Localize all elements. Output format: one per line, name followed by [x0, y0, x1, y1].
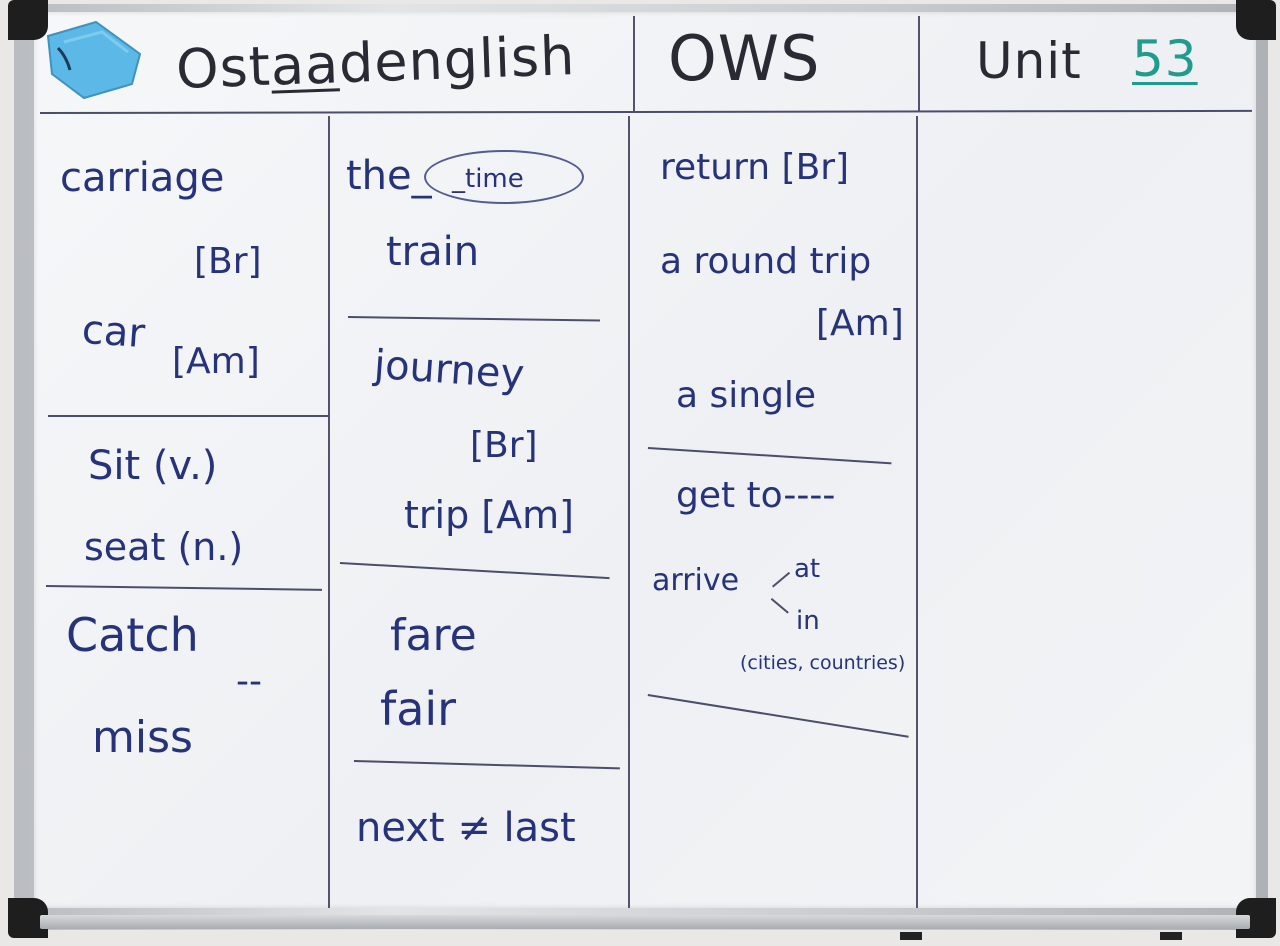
- brand-title-end: denglish: [337, 24, 577, 96]
- word-carriage: carriage: [60, 155, 225, 201]
- unit-number: 53: [1132, 30, 1198, 88]
- ows-title: OWS: [668, 22, 821, 95]
- word-at: at: [794, 554, 821, 584]
- frame-corner-top-left: [8, 0, 48, 40]
- word-the: the_: [346, 153, 432, 199]
- unit-label: Unit: [976, 32, 1082, 90]
- word-miss: miss: [92, 712, 193, 763]
- word-single: a single: [676, 375, 817, 416]
- brand-title-start: Ost: [175, 34, 272, 101]
- divider-col-1: [328, 116, 330, 908]
- word-sit: Sit (v.): [88, 443, 218, 489]
- word-arrive: arrive: [652, 563, 740, 598]
- eraser-icon[interactable]: [44, 18, 148, 102]
- divider-col1-a: [48, 415, 330, 417]
- tag-am-round-trip: [Am]: [816, 303, 904, 344]
- word-round-trip: a round trip: [660, 241, 872, 282]
- word-next-last: next ≠ last: [356, 805, 576, 851]
- marker-tray: [40, 915, 1250, 929]
- divider-col-3: [916, 116, 918, 908]
- divider-title-right: [918, 16, 920, 112]
- word-fare: fare: [390, 610, 477, 661]
- word-journey: journey: [372, 341, 526, 399]
- word-get-to: get to----: [676, 475, 836, 516]
- tray-clip: [900, 932, 922, 940]
- word-catch: Catch: [66, 608, 199, 662]
- word-car: car: [80, 306, 147, 358]
- divider-col-2: [628, 116, 630, 908]
- frame-corner-top-right: [1236, 0, 1276, 40]
- tray-clip: [1160, 932, 1182, 940]
- word-train: train: [386, 229, 480, 275]
- word-seat: seat (n.): [84, 525, 244, 569]
- divider-title-left: [633, 16, 635, 112]
- tag-br-carriage: [Br]: [194, 241, 262, 282]
- tag-br-journey: [Br]: [470, 425, 538, 466]
- brand-title: [175, 24, 577, 101]
- dash-mark: --: [236, 661, 262, 702]
- tag-am-car: [Am]: [172, 341, 260, 382]
- word-trip: trip [Am]: [404, 493, 574, 537]
- word-in: in: [796, 606, 820, 636]
- note-cities-countries: (cities, countries): [740, 652, 906, 674]
- word-fair: fair: [380, 682, 457, 736]
- word-return: return [Br]: [660, 147, 850, 188]
- brand-title-underlined: aa: [269, 32, 341, 98]
- word-time: _time: [452, 164, 524, 194]
